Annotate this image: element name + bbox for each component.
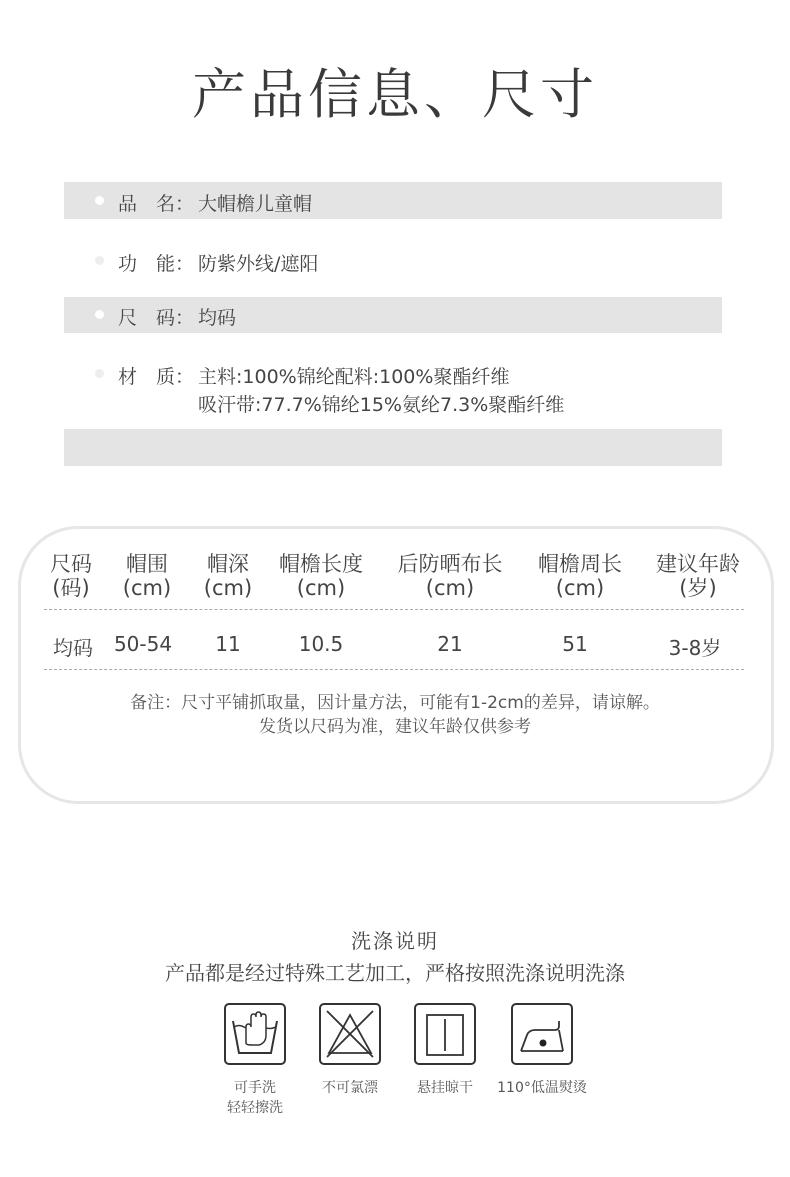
divider — [44, 669, 744, 670]
hang-dry-label: 悬挂晾干 — [417, 1080, 473, 1096]
bullet-icon — [95, 256, 104, 265]
cell-circumference: 50-54 — [113, 632, 173, 656]
cell-age: 3-8岁 — [668, 636, 722, 660]
low-iron-icon — [511, 1003, 573, 1065]
info-row-name — [64, 182, 722, 219]
info-label: 尺 码： — [118, 307, 195, 329]
cell-back-cloth: 21 — [437, 632, 463, 656]
bullet-icon — [95, 310, 104, 319]
info-label: 材 质： — [118, 366, 195, 388]
info-label: 功 能： — [118, 253, 195, 275]
divider — [44, 609, 744, 610]
cell-brim-perimeter: 51 — [562, 632, 588, 656]
cell-size: 均码 — [53, 636, 93, 660]
header-age: 建议年龄 (岁) — [656, 552, 740, 600]
info-row-size — [64, 297, 722, 333]
low-iron-label: 110°低温熨烫 — [497, 1080, 587, 1096]
info-value: 主料:100%锦纶配料:100%聚酯纤维 — [198, 366, 510, 388]
info-value: 大帽檐儿童帽 — [198, 193, 313, 215]
bullet-icon — [95, 196, 104, 205]
cell-brim-length: 10.5 — [298, 632, 344, 656]
info-row-function — [64, 242, 722, 279]
info-row-empty — [64, 429, 722, 466]
header-circumference: 帽围 (cm) — [122, 552, 172, 600]
bullet-icon — [95, 369, 104, 378]
info-value: 均码 — [198, 307, 237, 329]
hand-wash-icon — [224, 1003, 286, 1065]
info-label: 品 名： — [118, 193, 195, 215]
cell-depth: 11 — [215, 632, 241, 656]
size-note-1: 备注：尺寸平铺抓取量，因计量方法，可能有1-2cm的差异，请谅解。 — [130, 693, 660, 713]
no-bleach-label: 不可氯漂 — [322, 1080, 378, 1096]
washing-subtitle: 产品都是经过特殊工艺加工，严格按照洗涤说明洗涤 — [165, 961, 625, 985]
size-note-2: 发货以尺码为准，建议年龄仅供参考 — [259, 717, 531, 737]
no-bleach-icon — [319, 1003, 381, 1065]
header-back-cloth: 后防晒布长 (cm) — [397, 552, 503, 600]
washing-title: 洗涤说明 — [351, 929, 439, 953]
header-size: 尺码 (码) — [50, 552, 92, 600]
info-value: 防紫外线/遮阳 — [198, 253, 319, 275]
page-title: 产品信息、尺寸 — [192, 63, 598, 126]
header-depth: 帽深 (cm) — [203, 552, 253, 600]
header-brim-length: 帽檐长度 (cm) — [279, 552, 363, 600]
header-brim-perimeter: 帽檐周长 (cm) — [538, 552, 622, 600]
hand-wash-label: 可手洗 轻轻擦洗 — [227, 1080, 283, 1116]
hang-dry-icon — [414, 1003, 476, 1065]
info-row-material — [64, 355, 722, 417]
info-value-2: 吸汗带:77.7%锦纶15%氨纶7.3%聚酯纤维 — [198, 394, 565, 416]
